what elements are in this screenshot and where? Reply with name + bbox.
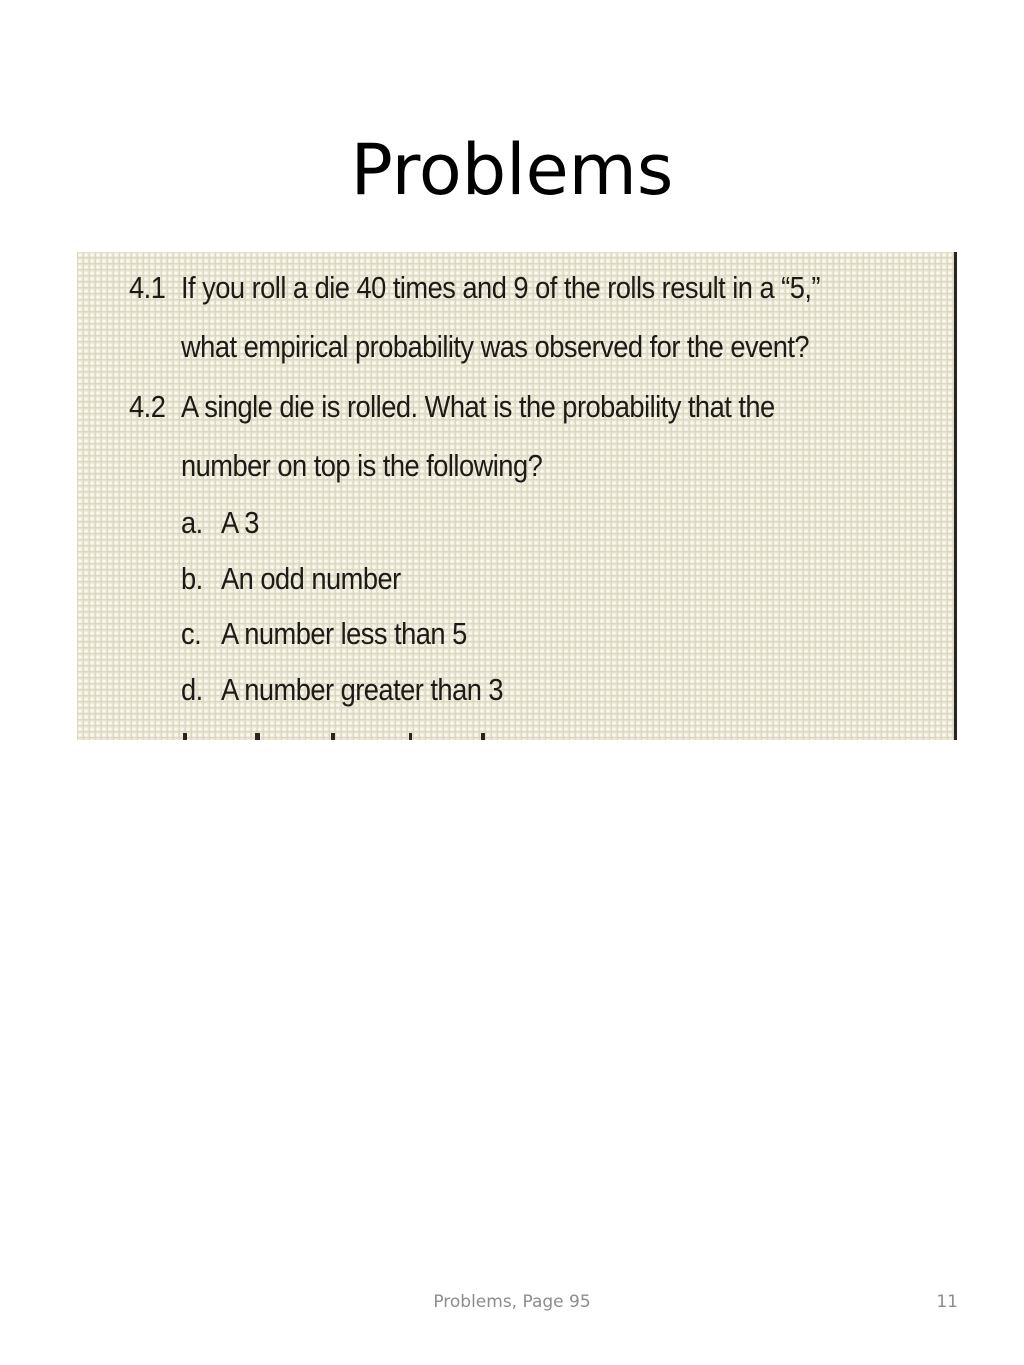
answer-item-text: A number less than 5	[221, 616, 467, 651]
slide-footer: Problems, Page 95	[433, 1292, 591, 1312]
problem-text-line: what empirical probability was observed for the event?	[181, 329, 810, 364]
answer-item-letter: d.	[181, 672, 203, 707]
answer-item-letter: a.	[181, 505, 203, 540]
scanned-textbook-excerpt	[77, 252, 957, 740]
slide-page-number: 11	[936, 1292, 958, 1312]
answer-item-letter: c.	[181, 616, 202, 651]
problem-text-line: number on top is the following?	[181, 448, 543, 483]
problem-text-line: A single die is rolled. What is the probability that the	[181, 389, 775, 424]
answer-item-text: A number greater than 3	[221, 672, 504, 707]
answer-item-letter: b.	[181, 561, 203, 596]
problem-number: 4.2	[129, 389, 166, 424]
answer-item-text: A 3	[221, 505, 259, 540]
problem-number: 4.1	[129, 270, 166, 305]
problem-text-line: If you roll a die 40 times and 9 of the rolls result in a “5,”	[181, 270, 820, 305]
slide-title: Problems	[350, 129, 674, 211]
answer-item-text: An odd number	[221, 561, 401, 596]
cropped-text-fragment	[181, 731, 501, 740]
